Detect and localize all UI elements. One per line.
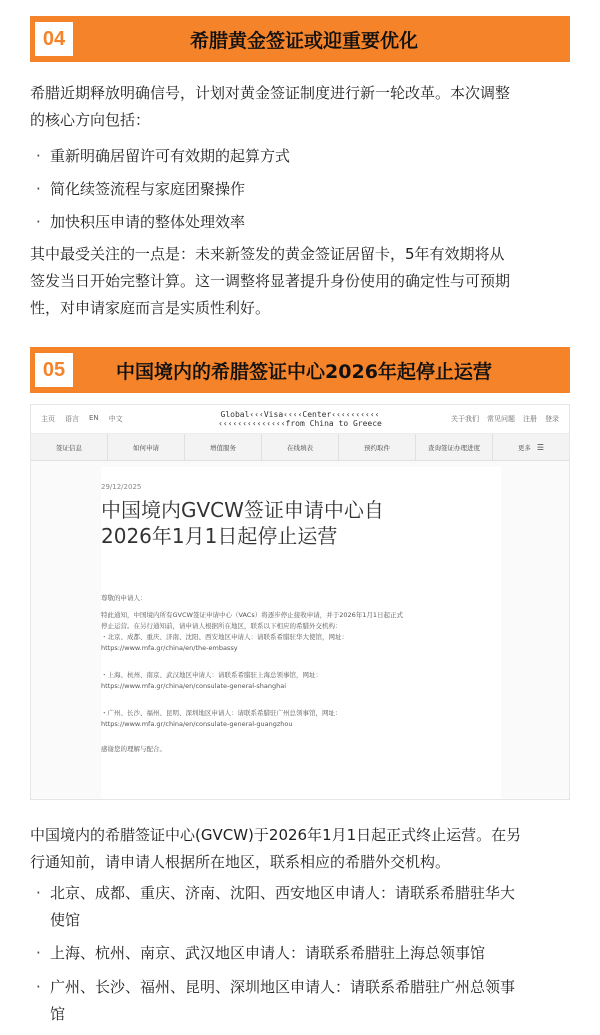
about-link[interactable]: 关于我们 (451, 415, 479, 423)
embassy-link[interactable]: https://www.mfa.gr/china/en/the-embassy (101, 644, 238, 652)
lang-zh-link[interactable]: 中文 (108, 415, 123, 423)
site-logo: Global‹‹‹Visa‹‹‹‹Center‹‹‹‹‹‹‹‹‹‹ ‹‹‹‹‹‹‹‹‹‹‹‹‹‹from China to Greece (218, 410, 382, 428)
section-4-header (30, 16, 570, 62)
register-link[interactable]: 注册 (523, 415, 537, 423)
announcement-date: 29/12/2025 (101, 483, 142, 491)
site-nav (31, 434, 569, 461)
list-item: · 简化续签流程与家庭团聚操作 (30, 176, 578, 203)
menu-icon: ☰ (536, 442, 545, 452)
section-number: 05 (35, 353, 73, 387)
section-title: 中国境内的希腊签证中心2026年起停止运营 (116, 360, 492, 383)
thanks-text: 感谢您的理解与配合。 (101, 745, 166, 753)
list-item: · 北京、成都、重庆、济南、沈阳、西安地区申请人：请联系希腊驻华大 使馆 (30, 880, 578, 934)
list-item: · 上海、杭州、南京、武汉地区申请人：请联系希腊驻上海总领事馆 (30, 940, 578, 967)
nav-online-form[interactable]: 在线填表 (262, 434, 339, 460)
faq-link[interactable]: 常见问题 (487, 415, 515, 423)
nav-visa-info[interactable]: 签证信息 (31, 434, 108, 460)
greeting: 尊敬的申请人： (101, 594, 147, 602)
intro-paragraph: 希腊近期释放明确信号，计划对黄金签证制度进行新一轮改革。本次调整 的核心方向包括： (30, 84, 511, 129)
nav-how-to-apply[interactable]: 如何申请 (108, 434, 185, 460)
nav-more[interactable]: 更多 ☰ (517, 442, 545, 452)
shanghai-link[interactable]: https://www.mfa.gr/china/en/consulate-general-shanghai (101, 682, 287, 690)
nav-track[interactable]: 查询签证办理进度 (416, 434, 493, 460)
list-item: · 重新明确居留许可有效期的起算方式 (30, 143, 578, 170)
announcement-card: 29/12/2025 中国境内GVCW签证申请中心自 2026年1月1日起停止运营 尊敬的申请人： 特此通知，中国境内所有GVCW签证申请中心（VACs）将逐步停止接收申请，并于2026年1月1日起正式 停止运营。在另行通知前，请申请人根据所在地区，联系以下相应的希腊外交机构： ・北京、成都、重庆、济南、沈阳、西安地区申请人：请联系希腊驻华大使馆，网址： https://www.mfa.gr/china/en/the-embassy ・上海、杭州、南京、武汉地区申请人：请联系希腊驻上海总领事馆，网址： https://www.mfa.gr/china/en/consulate-general-shanghai ・广州、长沙、福州、昆明、深圳地区申请人：请联系希腊驻广州总领事馆，网址： https://www.mfa.gr/china/en/consulate-general-guangzhou 感谢您的理解与配合。 (101, 467, 501, 800)
list-item: · 广州、长沙、福州、昆明、深圳地区申请人：请联系希腊驻广州总领事 馆 (30, 974, 578, 1028)
language-label: 语言 (65, 415, 79, 423)
nav-value-added[interactable]: 增值服务 (185, 434, 262, 460)
announcement-title: 中国境内GVCW签证申请中心自 2026年1月1日起停止运营 (101, 498, 384, 548)
login-link[interactable]: 登录 (545, 415, 559, 423)
list-item: · 加快积压申请的整体处理效率 (30, 209, 578, 236)
note-paragraph: 其中最受关注的一点是：未来新签发的黄金签证居留卡，5年有效期将从 签发当日开始完整计算。这一调整将显著提升身份使用的确定性与可预期 性，对申请家庭而言是实质性利好。 (30, 245, 511, 317)
nav-pickup[interactable]: 预约取件 (339, 434, 416, 460)
site-topbar (31, 405, 569, 434)
section-5-header (30, 347, 570, 393)
section-number: 04 (35, 22, 73, 56)
summary-paragraph: 中国境内的希腊签证中心(GVCW)于2026年1月1日起正式终止运营。在另 行通知前，请申请人根据所在地区，联系相应的希腊外交机构。 (30, 826, 522, 871)
home-link[interactable]: 主页 (41, 415, 55, 423)
section-title: 希腊黄金签证或迎重要优化 (189, 29, 418, 52)
website-screenshot (30, 404, 570, 800)
lang-en-link[interactable]: EN (89, 414, 99, 422)
guangzhou-link[interactable]: https://www.mfa.gr/china/en/consulate-general-guangzhou (101, 720, 293, 728)
